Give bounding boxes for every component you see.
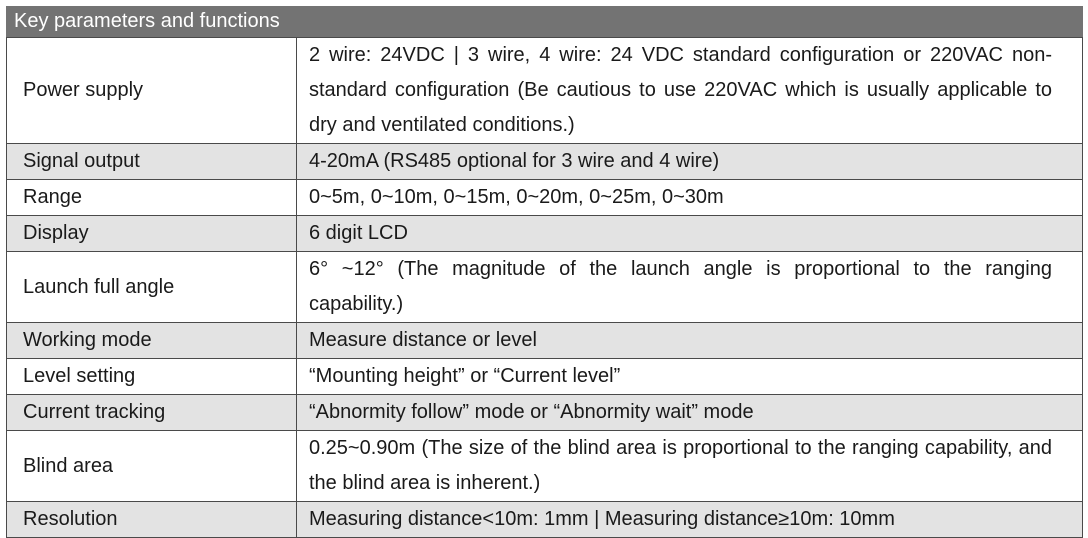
parameter-name: Display — [7, 216, 297, 252]
table-row-launch-full-angle — [7, 252, 1083, 323]
parameter-value: Measure distance or level — [297, 323, 1083, 359]
parameter-name: Launch full angle — [7, 252, 297, 323]
parameter-name: Signal output — [7, 144, 297, 180]
parameter-value: “Mounting height” or “Current level” — [297, 359, 1083, 395]
table-row-signal-output — [7, 144, 1083, 180]
parameter-value: “Abnormity follow” mode or “Abnormity wait” mode — [297, 395, 1083, 431]
table-row-working-mode — [7, 323, 1083, 359]
parameter-value: 0.25~0.90m (The size of the blind area is proportional to the ranging capability, and the blind area is inherent.) — [297, 431, 1083, 502]
parameter-value: Measuring distance<10m: 1mm | Measuring distance≥10m: 10mm — [297, 502, 1083, 538]
parameter-value: 2 wire: 24VDC | 3 wire, 4 wire: 24 VDC standard configuration or 220VAC non-standard configuration (Be cautious to use 220VAC which is usually applicable to dry and ventilated conditions.) — [297, 38, 1083, 144]
parameter-value: 0~5m, 0~10m, 0~15m, 0~20m, 0~25m, 0~30m — [297, 180, 1083, 216]
table-row-current-tracking — [7, 395, 1083, 431]
table-row-display — [7, 216, 1083, 252]
table-row-range — [7, 180, 1083, 216]
parameter-name: Range — [7, 180, 297, 216]
parameter-value: 6° ~12° (The magnitude of the launch angle is proportional to the ranging capability.) — [297, 252, 1083, 323]
parameter-name: Working mode — [7, 323, 297, 359]
table-title: Key parameters and functions — [6, 6, 1083, 37]
parameter-name: Blind area — [7, 431, 297, 502]
table-row-blind-area — [7, 431, 1083, 502]
table-row-resolution — [7, 502, 1083, 538]
spec-table — [6, 37, 1083, 538]
parameter-name: Current tracking — [7, 395, 297, 431]
parameter-name: Resolution — [7, 502, 297, 538]
parameter-value: 6 digit LCD — [297, 216, 1083, 252]
parameter-value: 4-20mA (RS485 optional for 3 wire and 4 wire) — [297, 144, 1083, 180]
table-row-power-supply — [7, 38, 1083, 144]
parameter-name: Power supply — [7, 38, 297, 144]
spec-table-container — [6, 6, 1083, 538]
parameter-name: Level setting — [7, 359, 297, 395]
table-row-level-setting — [7, 359, 1083, 395]
